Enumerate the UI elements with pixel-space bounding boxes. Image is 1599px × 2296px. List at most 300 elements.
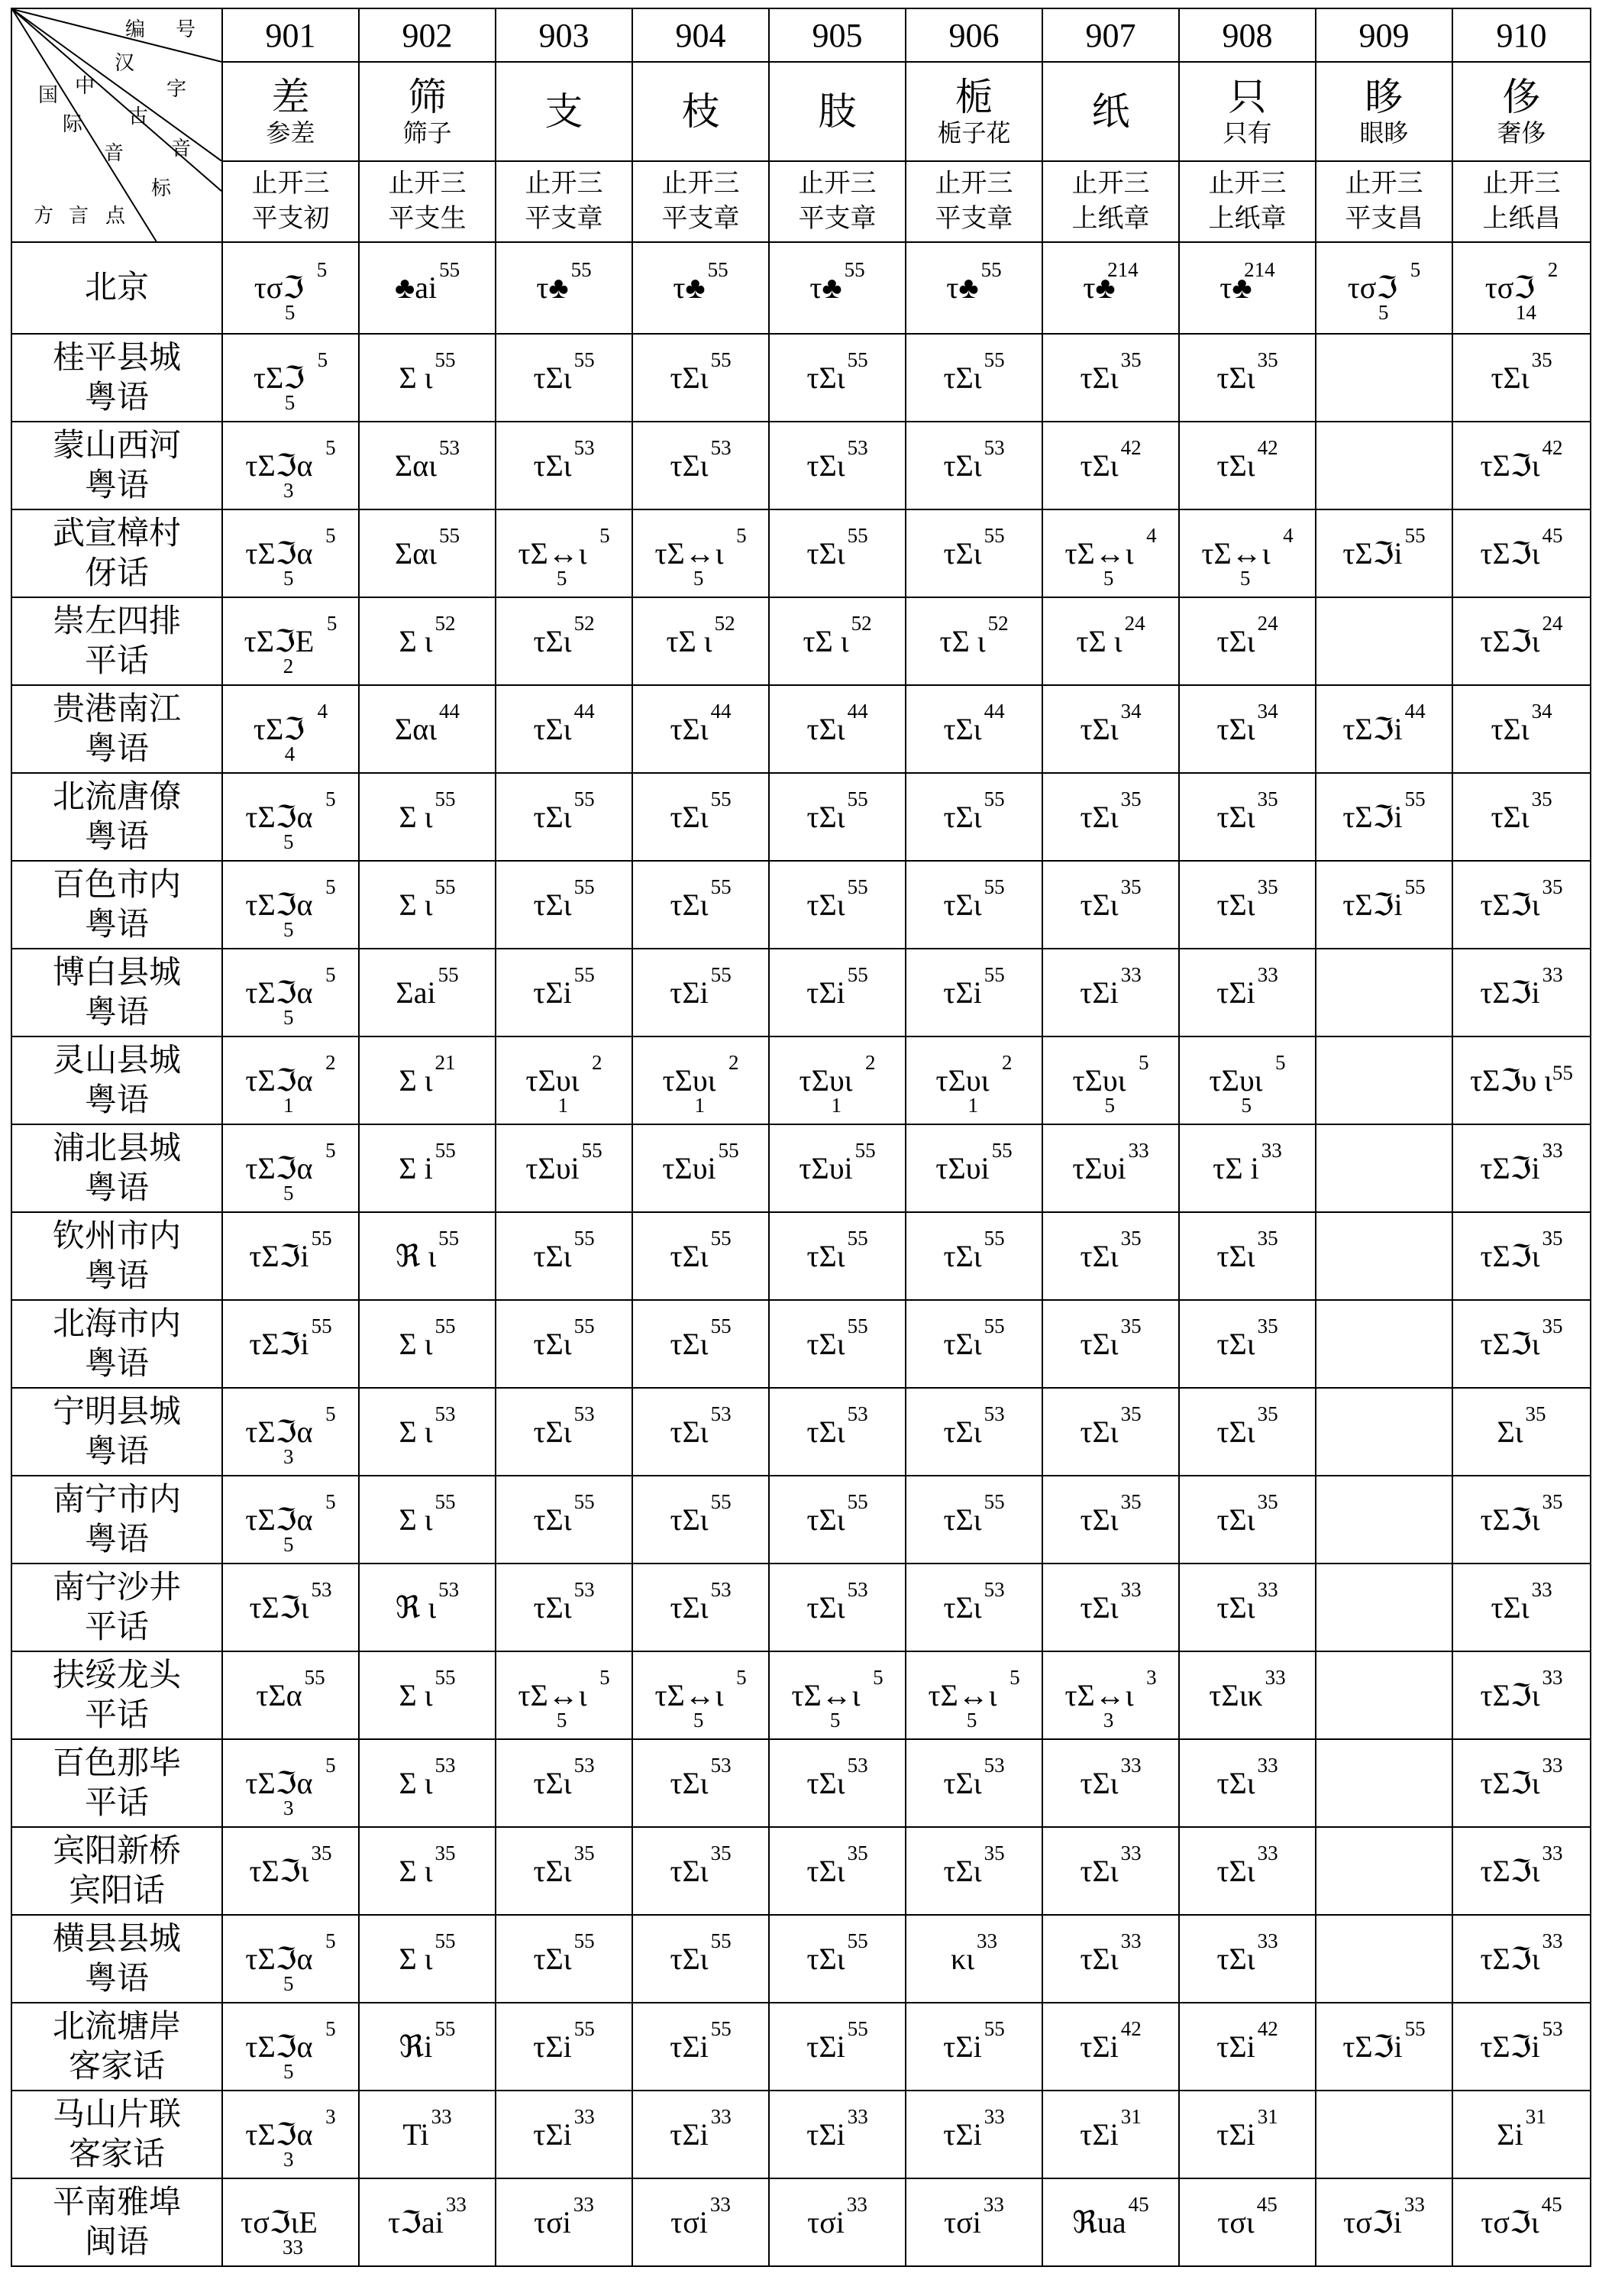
- pronunciation-cell: [906, 1651, 1042, 1739]
- ipa-transcription: [946, 258, 1002, 306]
- pronunciation-cell: [769, 1212, 906, 1300]
- tone-value: 55: [710, 1226, 732, 1250]
- ipa-transcription: [666, 611, 735, 659]
- place-name: 北京: [84, 270, 149, 306]
- pronunciation-cell: [906, 861, 1042, 949]
- ipa-transcription: [244, 611, 338, 677]
- pronunciation-cell: [222, 1915, 359, 2003]
- pronunciation-cell: [1042, 1476, 1179, 1564]
- tone-value: 44: [847, 699, 868, 723]
- tone-value: 55: [847, 1314, 868, 1337]
- dialect-row: [11, 597, 1591, 685]
- ipa-transcription: [943, 699, 1005, 747]
- ipa-text: τΣι: [806, 1238, 845, 1273]
- tone-value: 55: [710, 348, 732, 371]
- ipa-transcription: [670, 1929, 732, 1977]
- ipa-transcription: [249, 1226, 332, 1274]
- tone-value: 5: [325, 1753, 336, 1777]
- tone-value: 44: [710, 699, 732, 723]
- pronunciation-cell: [632, 1739, 769, 1827]
- ipa-text: τΣℑα: [245, 448, 313, 483]
- ipa-text: τΣi: [1080, 2117, 1119, 2152]
- tone-value: 34: [1257, 699, 1278, 723]
- ipa-transcription: [534, 2192, 594, 2240]
- ipa-text: τΣι: [806, 360, 845, 395]
- ipa-text: τΣυi: [1072, 1150, 1126, 1185]
- ipa-text: τΣι: [533, 799, 572, 834]
- hanzi-example-word: 只有: [1223, 119, 1272, 147]
- tone-value: 35: [1542, 1226, 1563, 1250]
- ipa-transcription: [670, 875, 732, 923]
- pronunciation-cell: [906, 2003, 1042, 2091]
- dialect-row: [11, 1300, 1591, 1388]
- ipa-transcription: [1216, 699, 1278, 747]
- tone-value: 55: [573, 1929, 595, 1952]
- ipa-transcription: [1080, 1841, 1142, 1889]
- ipa-text: τΣi: [670, 2029, 709, 2064]
- tone-value: 35: [710, 1841, 732, 1864]
- place-name: 武宣樟村: [52, 516, 181, 551]
- tone-value: 55: [847, 523, 868, 547]
- ipa-text: τΣℑυ ι: [1470, 1062, 1552, 1098]
- ipa-text: τΣυι: [935, 1062, 990, 1098]
- ipa-transcription: [399, 611, 456, 659]
- ipa-text: τΣι: [1216, 1853, 1255, 1888]
- tone-value: 55: [710, 1929, 732, 1952]
- pronunciation-cell: [1042, 2178, 1179, 2266]
- ipa-transcription: [670, 1489, 732, 1538]
- tone-value: 53: [984, 1402, 1005, 1425]
- pronunciation-cell: [222, 2091, 359, 2178]
- tone-value: 34: [1120, 699, 1142, 723]
- place-name: 桂平县城: [52, 340, 181, 376]
- ipa-text: τΣι: [1216, 623, 1255, 658]
- tone-value: 4: [1283, 523, 1294, 547]
- col-number-902: 902: [359, 8, 496, 62]
- dialect-row: [11, 2003, 1591, 2091]
- corner-label-biao: 标: [151, 177, 172, 199]
- hanzi-example-word: 参差: [266, 119, 315, 147]
- ipa-transcription: [670, 1402, 732, 1450]
- ipa-transcription: [670, 1753, 732, 1801]
- pronunciation-cell: [1179, 1388, 1316, 1476]
- ipa-transcription: [943, 1402, 1005, 1450]
- tone-value: 35: [1257, 1402, 1278, 1425]
- ipa-transcription: [1080, 699, 1142, 747]
- ipa-transcription: [1217, 2192, 1278, 2240]
- pronunciation-cell: [1042, 422, 1179, 509]
- pronunciation-cell: [1179, 1036, 1316, 1124]
- pronunciation-cell: [359, 1476, 496, 1564]
- ipa-text: τΣι: [806, 1941, 845, 1976]
- tone-value: 55: [991, 1138, 1013, 1162]
- dialect-row: [11, 1915, 1591, 2003]
- pronunciation-cell: [906, 2091, 1042, 2178]
- pronunciation-cell: [1316, 1036, 1452, 1124]
- ipa-text: τΣι: [806, 1502, 845, 1537]
- pronunciation-cell: [1316, 1739, 1452, 1827]
- ipa-text: τΣi: [1216, 975, 1255, 1010]
- tone-subscript: 3: [283, 2147, 294, 2171]
- mc-rhyme: 止开三: [388, 170, 467, 198]
- place-name: 蒙山西河: [52, 428, 181, 464]
- tone-value: 55: [573, 348, 595, 371]
- corner-label-yin1: 音: [104, 142, 124, 164]
- ipa-text: τΣi: [533, 2117, 572, 2152]
- tone-value: 53: [984, 435, 1005, 459]
- mc-initial: 平支章: [935, 205, 1013, 233]
- hanzi-example-word: 眼眵: [1359, 119, 1409, 147]
- tone-value: 5: [325, 1929, 336, 1952]
- pronunciation-cell: [496, 861, 632, 949]
- dialect-place: [11, 2003, 222, 2091]
- tone-value: 31: [1120, 2104, 1142, 2128]
- pronunciation-cell: [1452, 1388, 1591, 1476]
- ipa-transcription: [943, 787, 1005, 835]
- tone-value: 33: [846, 2192, 867, 2216]
- ipa-text: τΣi: [806, 975, 845, 1010]
- ipa-transcription: [1465, 1062, 1579, 1100]
- tone-subscript: 5: [1239, 566, 1251, 590]
- ipa-text: τΣι: [1080, 360, 1119, 395]
- tone-subscript: 5: [1104, 1093, 1115, 1117]
- dialect-place: [11, 1651, 222, 1739]
- tone-subscript: 5: [283, 1532, 294, 1556]
- tone-value: 55: [1404, 2016, 1426, 2040]
- ipa-text: τΣi: [943, 2029, 982, 2064]
- number-row: [11, 8, 1591, 62]
- pronunciation-cell: [769, 1036, 906, 1124]
- pronunciation-cell: [1179, 1212, 1316, 1300]
- ipa-transcription: [935, 1050, 1013, 1117]
- place-name: 崇左四排: [52, 603, 181, 639]
- dialect-place: [11, 2178, 222, 2266]
- ipa-text: τΣi: [670, 975, 709, 1010]
- pronunciation-cell: [906, 242, 1042, 334]
- ipa-transcription: [396, 962, 459, 1011]
- ipa-transcription: [1216, 1929, 1278, 1977]
- pronunciation-cell: [1179, 1476, 1316, 1564]
- ipa-text: τΣι: [1216, 1502, 1255, 1537]
- ipa-transcription: [1076, 611, 1145, 659]
- dialect-place: [11, 1915, 222, 2003]
- tone-subscript: 5: [283, 566, 294, 590]
- pronunciation-cell: [496, 1827, 632, 1915]
- tone-value: 33: [1257, 1753, 1278, 1777]
- tone-subscript: 5: [829, 1708, 841, 1732]
- tone-value: 33: [1265, 1665, 1286, 1689]
- col-number-910: 910: [1452, 8, 1591, 62]
- ipa-transcription: [1064, 1665, 1157, 1732]
- tone-subscript: 5: [1241, 1093, 1252, 1117]
- tone-value: 55: [434, 1138, 456, 1162]
- pronunciation-cell: [222, 242, 359, 334]
- tone-value: 5: [873, 1665, 883, 1689]
- tone-value: 55: [438, 962, 459, 986]
- dialect-name: 粤语: [84, 1082, 149, 1118]
- ipa-transcription: [533, 1841, 595, 1889]
- tone-value: 55: [439, 523, 460, 547]
- ipa-text: τΣι: [1491, 1589, 1530, 1625]
- ipa-text: τΣ ι: [803, 623, 849, 658]
- dialect-row: [11, 1739, 1591, 1827]
- pronunciation-cell: [1179, 2178, 1316, 2266]
- pronunciation-cell: [632, 2091, 769, 2178]
- tone-value: 2: [325, 1050, 336, 1074]
- mc-initial: 平支初: [251, 205, 330, 233]
- tone-value: 55: [710, 875, 732, 898]
- corner-label-zhong: 中: [75, 75, 95, 97]
- ipa-text: Σ ι: [399, 1326, 433, 1361]
- ipa-text: τσi: [807, 2204, 845, 2239]
- ipa-text: τΣℑι: [1480, 1502, 1540, 1537]
- tone-value: 42: [1120, 435, 1142, 459]
- ipa-transcription: [245, 1050, 336, 1117]
- dialect-row: [11, 1036, 1591, 1124]
- tone-subscript: 5: [556, 1708, 567, 1732]
- ipa-transcription: [395, 1577, 460, 1625]
- ipa-transcription: [1480, 962, 1563, 1011]
- ipa-text: τΣι: [943, 1765, 982, 1800]
- ipa-transcription: [525, 1138, 602, 1186]
- ipa-text: τΣι: [1216, 1238, 1255, 1273]
- ipa-transcription: [1216, 1314, 1278, 1362]
- pronunciation-cell: [1316, 1212, 1452, 1300]
- pronunciation-cell: [1179, 1827, 1316, 1915]
- pronunciation-cell: [906, 1124, 1042, 1212]
- ipa-transcription: [1216, 1577, 1278, 1625]
- dialect-name: 平话: [84, 643, 149, 679]
- dialect-place: [11, 422, 222, 509]
- tone-value: 3: [325, 2104, 336, 2128]
- pronunciation-cell: [632, 1915, 769, 2003]
- middle-chinese-cell: [1452, 161, 1591, 242]
- pronunciation-cell: [632, 1124, 769, 1212]
- ipa-text: τΣι: [1216, 887, 1255, 922]
- tone-value: 33: [1120, 1841, 1142, 1864]
- pronunciation-cell: [1316, 242, 1452, 334]
- tone-value: 45: [1128, 2192, 1149, 2216]
- hanzi-char: 肢: [818, 90, 857, 133]
- tone-value: 33: [1257, 962, 1278, 986]
- col-number-904: 904: [632, 8, 769, 62]
- ipa-transcription: [670, 2016, 732, 2065]
- ipa-transcription: [943, 875, 1005, 923]
- ipa-transcription: [1342, 699, 1426, 747]
- corner-label-hao: 号: [176, 18, 196, 40]
- ipa-transcription: [395, 1226, 460, 1274]
- ipa-transcription: [533, 1929, 595, 1977]
- tone-value: 5: [325, 523, 336, 547]
- tone-subscript: 2: [283, 654, 294, 677]
- ipa-transcription: [670, 962, 732, 1011]
- ipa-transcription: [806, 435, 868, 483]
- ipa-text: τΣι: [806, 799, 845, 834]
- corner-header: [11, 8, 222, 242]
- mc-rhyme: 止开三: [798, 170, 877, 198]
- ipa-transcription: [806, 2104, 868, 2152]
- tone-subscript: 4: [284, 742, 296, 765]
- ipa-text: τ♣: [1083, 270, 1116, 305]
- ipa-transcription: [943, 348, 1005, 396]
- tone-value: 33: [1257, 1577, 1278, 1601]
- tone-value: 55: [980, 258, 1002, 281]
- tone-value: 5: [736, 523, 747, 547]
- col-char-cell: [769, 62, 906, 161]
- ipa-transcription: [245, 2104, 336, 2171]
- ipa-transcription: [943, 2016, 1005, 2065]
- pronunciation-cell: [1042, 334, 1179, 422]
- ipa-text: τΣi: [533, 975, 572, 1010]
- pronunciation-cell: [222, 509, 359, 597]
- pronunciation-cell: [632, 422, 769, 509]
- place-name: 宁明县城: [52, 1394, 181, 1430]
- ipa-text: τΣi: [806, 2117, 845, 2152]
- dialect-name: 客家话: [68, 2049, 165, 2084]
- pronunciation-cell: [632, 1651, 769, 1739]
- ipa-text: τΣ i: [1213, 1150, 1259, 1185]
- hanzi-example-word: 奢侈: [1497, 119, 1546, 147]
- dialect-name: 粤语: [84, 731, 149, 767]
- ipa-text: τΣι: [1080, 1238, 1119, 1273]
- tone-subscript: 14: [1515, 301, 1536, 324]
- tone-subscript: 5: [556, 566, 567, 590]
- tone-subscript: 5: [283, 1971, 294, 1995]
- pronunciation-cell: [222, 334, 359, 422]
- tone-value: 55: [847, 875, 868, 898]
- pronunciation-cell: [1179, 1739, 1316, 1827]
- ipa-transcription: [806, 2016, 868, 2065]
- tone-value: 55: [710, 1489, 732, 1513]
- tone-value: 55: [573, 962, 595, 986]
- pronunciation-cell: [1042, 2091, 1179, 2178]
- tone-value: 33: [1257, 1929, 1278, 1952]
- ipa-transcription: [1491, 699, 1552, 747]
- pronunciation-cell: [359, 422, 496, 509]
- ipa-transcription: [1342, 875, 1426, 923]
- ipa-transcription: [1072, 1138, 1149, 1186]
- ipa-text: τ♣: [673, 270, 706, 305]
- ipa-transcription: [533, 1753, 595, 1801]
- pronunciation-cell: [359, 773, 496, 861]
- pronunciation-cell: [1316, 2091, 1452, 2178]
- tone-value: 33: [1542, 962, 1563, 986]
- ipa-transcription: [1080, 435, 1142, 483]
- ipa-text: ℜi: [399, 2029, 433, 2064]
- ipa-transcription: [1484, 258, 1559, 324]
- ipa-text: τΣι: [670, 448, 709, 483]
- tone-value: 55: [434, 875, 456, 898]
- ipa-transcription: [799, 1050, 876, 1117]
- ipa-transcription: [399, 1665, 456, 1713]
- dialect-table: [11, 8, 1591, 2267]
- ipa-text: τΣℑα: [245, 1765, 313, 1800]
- tone-value: 35: [1120, 1402, 1142, 1425]
- ipa-text: τσℑιE: [241, 2204, 318, 2239]
- ipa-text: τΣℑα: [245, 1062, 313, 1098]
- tone-value: 35: [1120, 1226, 1142, 1250]
- tone-value: 35: [1531, 787, 1552, 810]
- tone-value: 35: [1120, 787, 1142, 810]
- tone-value: 33: [1542, 1665, 1563, 1689]
- ipa-text: τ♣: [946, 270, 979, 305]
- pronunciation-cell: [906, 509, 1042, 597]
- tone-value: 31: [1257, 2104, 1278, 2128]
- tone-value: 52: [851, 611, 872, 635]
- ipa-transcription: [1080, 962, 1142, 1011]
- pronunciation-cell: [1452, 509, 1591, 597]
- ipa-transcription: [249, 1314, 332, 1362]
- ipa-text: τΣℑι: [1480, 535, 1540, 571]
- ipa-text: τΣι: [943, 1853, 982, 1888]
- pronunciation-cell: [1452, 685, 1591, 773]
- tone-value: 35: [1120, 1314, 1142, 1337]
- pronunciation-cell: [632, 334, 769, 422]
- tone-value: 35: [847, 1841, 868, 1864]
- place-name: 百色那毕: [52, 1745, 181, 1781]
- ipa-text: Σαι: [395, 535, 437, 571]
- tone-value: 33: [1120, 1577, 1142, 1601]
- corner-label-zi: 字: [166, 78, 187, 100]
- col-char-cell: [222, 62, 359, 161]
- pronunciation-cell: [1452, 597, 1591, 685]
- tone-value: 2: [1547, 258, 1559, 281]
- place-name: 南宁沙井: [52, 1570, 181, 1606]
- pronunciation-cell: [1042, 1036, 1179, 1124]
- ipa-text: Σ ι: [399, 360, 433, 395]
- dialect-place: [11, 509, 222, 597]
- tone-value: 53: [710, 1577, 732, 1601]
- ipa-text: τΣℑι: [1480, 623, 1540, 658]
- ipa-text: τΣι: [533, 448, 572, 483]
- col-number-901: 901: [222, 8, 359, 62]
- tone-subscript: 5: [283, 1005, 294, 1029]
- ipa-text: τΣ ι: [666, 623, 712, 658]
- mc-rhyme: 止开三: [661, 170, 740, 198]
- ipa-text: τΣι: [670, 1853, 709, 1888]
- pronunciation-cell: [1316, 1564, 1452, 1651]
- hanzi-char: 只: [1228, 76, 1267, 118]
- place-name: 北流塘岸: [52, 2009, 181, 2045]
- ipa-transcription: [662, 1050, 739, 1117]
- pronunciation-cell: [1452, 1564, 1591, 1651]
- place-name: 博白县城: [52, 955, 181, 991]
- pronunciation-cell: [769, 949, 906, 1036]
- pronunciation-cell: [359, 2178, 496, 2266]
- tone-subscript: 5: [283, 917, 294, 941]
- pronunciation-cell: [632, 1388, 769, 1476]
- ipa-transcription: [1497, 1402, 1546, 1450]
- ipa-transcription: [245, 1489, 336, 1556]
- ipa-text: τΣι: [1491, 360, 1530, 395]
- tone-value: 55: [581, 1138, 602, 1162]
- ipa-transcription: [1342, 787, 1426, 835]
- place-name: 横县县城: [52, 1921, 181, 1957]
- ipa-transcription: [245, 875, 336, 941]
- mc-initial: 平支章: [798, 205, 877, 233]
- pronunciation-cell: [496, 1124, 632, 1212]
- pronunciation-cell: [1452, 861, 1591, 949]
- ipa-transcription: [399, 348, 456, 396]
- tone-value: 53: [847, 1577, 868, 1601]
- tone-value: 55: [570, 258, 592, 281]
- tone-subscript: 5: [966, 1708, 977, 1732]
- pronunciation-cell: [1042, 597, 1179, 685]
- place-name: 浦北县城: [52, 1130, 181, 1166]
- pronunciation-cell: [222, 2178, 359, 2266]
- tone-value: 55: [847, 1489, 868, 1513]
- tone-value: 5: [1274, 1050, 1286, 1074]
